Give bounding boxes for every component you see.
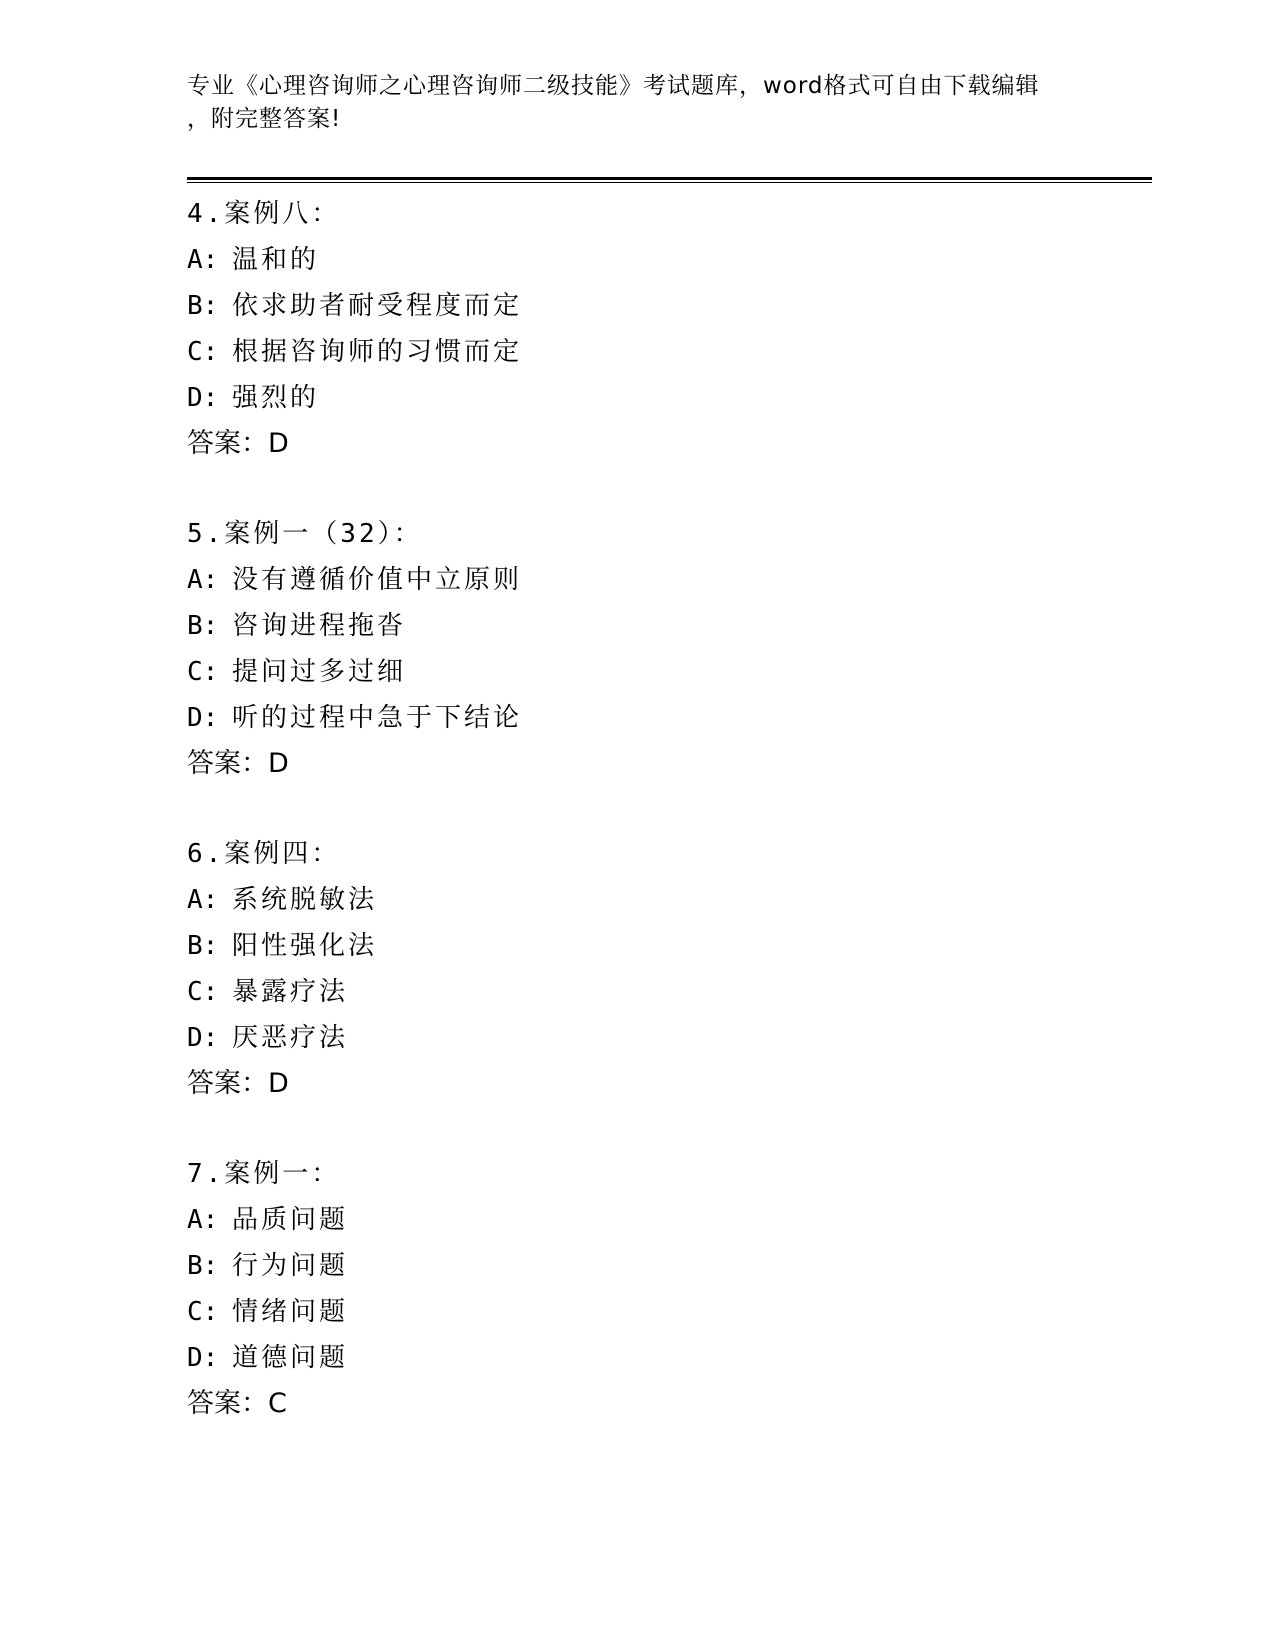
header-line-2: ，附完整答案! (187, 106, 342, 132)
option-row (187, 375, 1147, 421)
option-row (187, 695, 1147, 741)
option-row (187, 1289, 1147, 1335)
option-letter: A: (187, 885, 219, 915)
option-letter: A: (187, 1205, 219, 1235)
option-row (187, 557, 1147, 603)
option-text: 强烈的 (232, 383, 320, 413)
question-list (187, 191, 1147, 1471)
option-row (187, 923, 1147, 969)
option-text: 情绪问题 (232, 1297, 349, 1327)
option-letter: C: (187, 337, 219, 367)
option-letter: C: (187, 657, 219, 687)
option-text: 暴露疗法 (232, 977, 349, 1007)
option-letter: B: (187, 1251, 219, 1281)
option-text: 阳性强化法 (232, 931, 378, 961)
option-letter: A: (187, 565, 219, 595)
option-row (187, 237, 1147, 283)
option-letter: C: (187, 977, 219, 1007)
option-text: 品质问题 (232, 1205, 349, 1235)
answer-label: 答案：D (187, 748, 289, 779)
question-item (187, 511, 1147, 831)
option-text: 听的过程中急于下结论 (232, 703, 523, 733)
option-row (187, 649, 1147, 695)
answer-label: 答案：D (187, 428, 289, 459)
option-letter: B: (187, 611, 219, 641)
option-letter: D: (187, 703, 219, 733)
option-text: 温和的 (232, 245, 320, 275)
question-title: 7.案例一： (187, 1159, 341, 1189)
option-text: 行为问题 (232, 1251, 349, 1281)
header-divider-thin (187, 182, 1152, 183)
option-letter: A: (187, 245, 219, 275)
option-letter: D: (187, 383, 219, 413)
option-letter: B: (187, 931, 219, 961)
option-row (187, 329, 1147, 375)
option-row (187, 969, 1147, 1015)
option-row (187, 283, 1147, 329)
option-letter: B: (187, 291, 219, 321)
option-text: 提问过多过细 (232, 657, 407, 687)
question-title: 4.案例八： (187, 199, 341, 229)
document-header (187, 70, 1087, 136)
option-row (187, 603, 1147, 649)
question-item (187, 831, 1147, 1151)
option-row (187, 1335, 1147, 1381)
answer-label: 答案：C (187, 1388, 287, 1419)
option-letter: D: (187, 1023, 219, 1053)
header-divider-thick (187, 177, 1152, 180)
option-text: 咨询进程拖沓 (232, 611, 407, 641)
option-letter: D: (187, 1343, 219, 1373)
header-line-1: 专业《心理咨询师之心理咨询师二级技能》考试题库，word格式可自由下载编辑 (187, 73, 1040, 99)
option-text: 没有遵循价值中立原则 (232, 565, 523, 595)
option-text: 依求助者耐受程度而定 (232, 291, 523, 321)
option-row (187, 877, 1147, 923)
option-text: 厌恶疗法 (232, 1023, 349, 1053)
answer-label: 答案：D (187, 1068, 289, 1099)
question-item (187, 191, 1147, 511)
option-text: 根据咨询师的习惯而定 (232, 337, 523, 367)
question-title: 6.案例四： (187, 839, 341, 869)
option-row (187, 1243, 1147, 1289)
question-item (187, 1151, 1147, 1471)
option-text: 系统脱敏法 (232, 885, 378, 915)
option-text: 道德问题 (232, 1343, 349, 1373)
question-title: 5.案例一（32）： (187, 519, 423, 549)
option-row (187, 1015, 1147, 1061)
option-letter: C: (187, 1297, 219, 1327)
option-row (187, 1197, 1147, 1243)
